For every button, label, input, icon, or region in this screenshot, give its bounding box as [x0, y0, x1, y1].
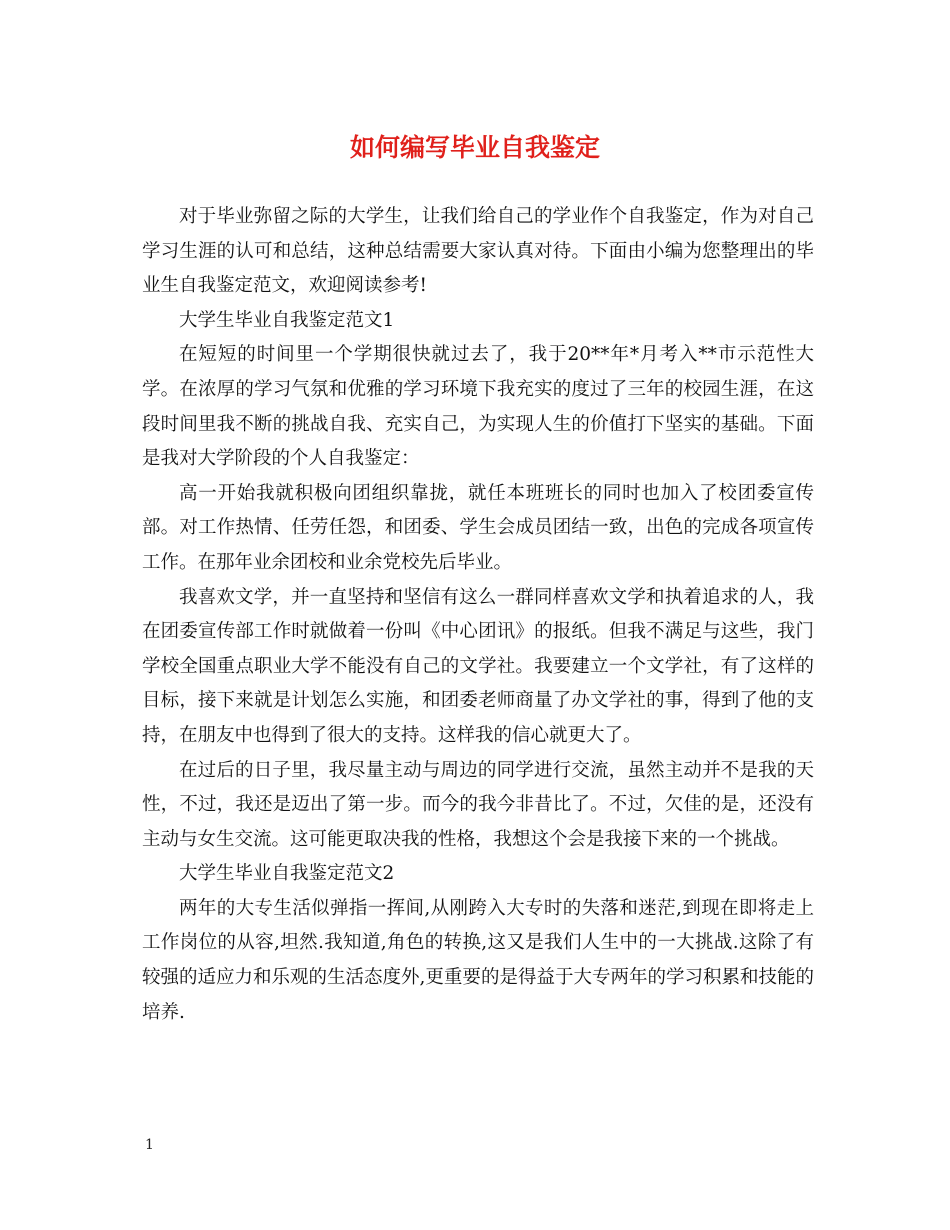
body-paragraph: 在短短的时间里一个学期很快就过去了，我于20**年*月考入**市示范性大学。在浓厚的学习气氛和优雅的学习环境下我充实的度过了三年的校园生涯，在这段时间里我不断的挑战自我、充实自己，为实现人生的价值打下坚实的基础。下面是我对大学阶段的个人自我鉴定： [142, 344, 814, 470]
intro-paragraph: 对于毕业弥留之际的大学生，让我们给自己的学业作个自我鉴定，作为对自己学习生涯的认可和总结，这种总结需要大家认真对待。下面由小编为您整理出的毕业生自我鉴定范文，欢迎阅读参考! [142, 206, 814, 297]
section-heading-2: 大学生毕业自我鉴定范文2 [179, 863, 395, 885]
body-paragraph: 我喜欢文学，并一直坚持和坚信有这么一群同样喜欢文学和执着追求的人，我在团委宣传部工作时就做着一份叫《中心团讯》的报纸。但我不满足与这些，我门学校全国重点职业大学不能没有自己的文学社。我要建立一个文学社，有了这样的目标，接下来就是计划怎么实施，和团委老师商量了办文学社的事，得到了他的支持，在朋友中也得到了很大的支持。这样我的信心就更大了。 [142, 586, 814, 746]
body-paragraph: 高一开始我就积极向团组织靠拢，就任本班班长的同时也加入了校团委宣传部。对工作热情、任劳任怨，和团委、学生会成员团结一致，出色的完成各项宣传工作。在那年业余团校和业余党校先后毕业。 [142, 482, 814, 573]
body-paragraph: 两年的大专生活似弹指一挥间,从刚跨入大专时的失落和迷茫,到现在即将走上工作岗位的从容,坦然.我知道,角色的转换,这又是我们人生中的一大挑战.这除了有较强的适应力和乐观的生活态度外,更重要的是得益于大专两年的学习积累和技能的培养. [142, 897, 814, 1023]
page-number: 1 [145, 1137, 154, 1153]
document-body [142, 200, 814, 1030]
body-paragraph: 在过后的日子里，我尽量主动与周边的同学进行交流，虽然主动并不是我的天性，不过，我还是迈出了第一步。而今的我今非昔比了。不过，欠佳的是，还没有主动与女生交流。这可能更取决我的性格，我想这个会是我接下来的一个挑战。 [142, 759, 814, 850]
section-heading-1: 大学生毕业自我鉴定范文1 [179, 309, 395, 331]
document-title: 如何编写毕业自我鉴定 [349, 133, 600, 162]
